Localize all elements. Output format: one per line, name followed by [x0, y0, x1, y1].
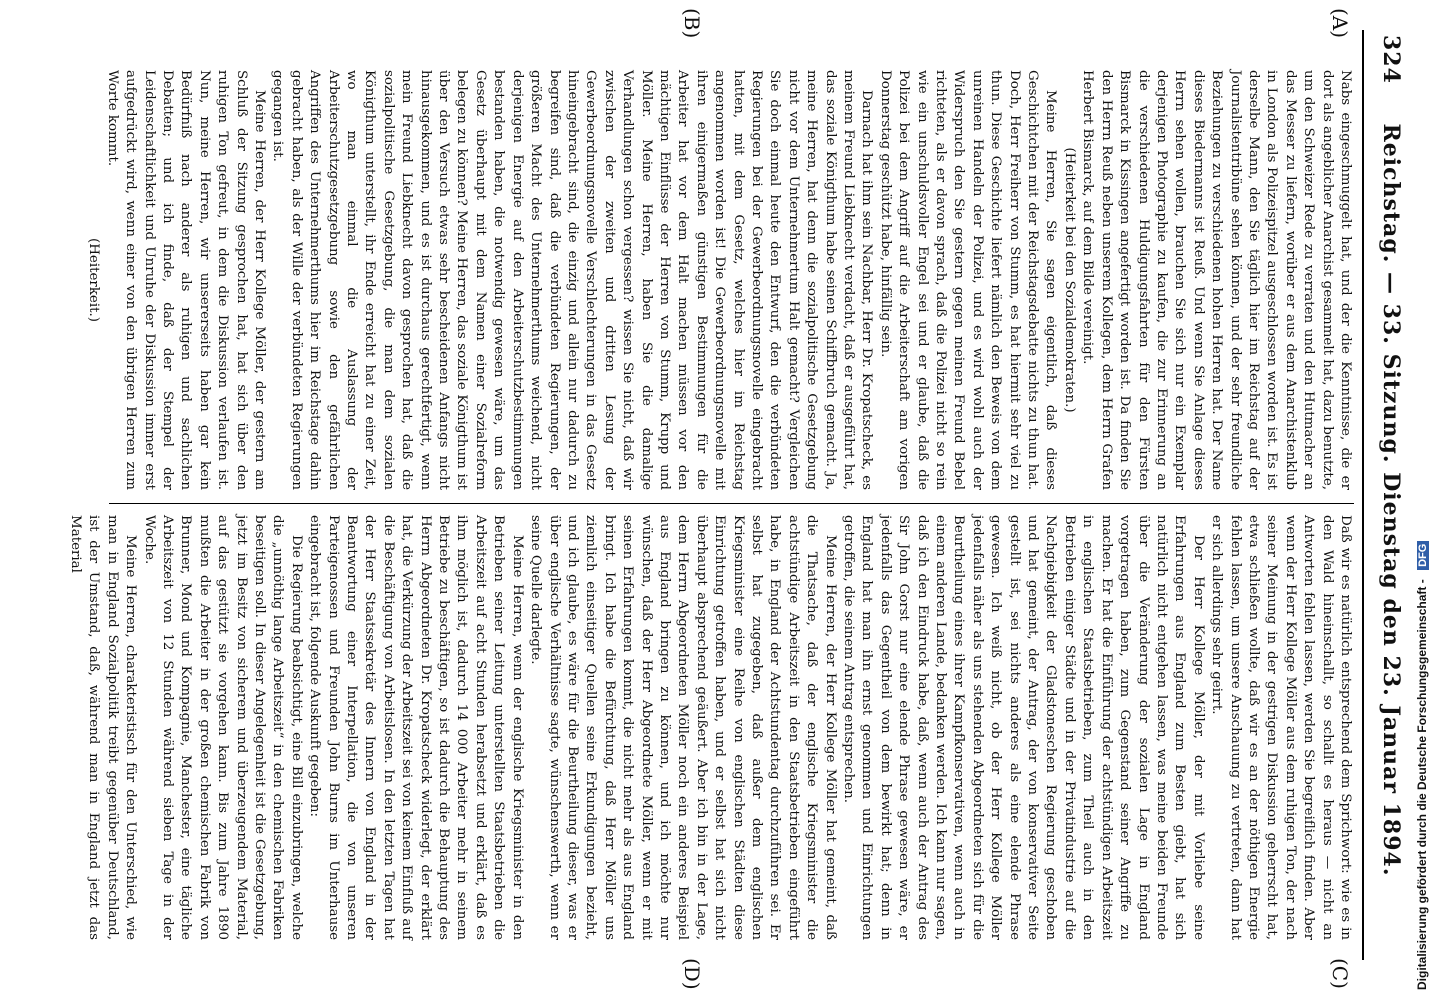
paragraph: Meine Herren, der Herr Kollege Möller hat gemeint, daß die Thatsache, daß der englische Kriegsminister die achtstündige Arbeitszeit in den Staatsbetrieben eingeführt habe, in England der Achtstundentag durchzuführen sei. Er selbst hat zugegeben, daß außer dem englischen Kriegsminister eine Reihe von englischen Städten diese Einrichtung getroffen haben, und er selbst hat sich nicht überhaupt absprechend geäußert. Aber ich bin in der Lage, dem Herrn Abgeordneten Möller noch ein anderes Beispiel aus England bringen zu können, und ich möchte nur wünschen, daß der Herr Abgeordnete Möller, wenn er mit seinen Erfahrungen kommt, die nicht mehr als aus England bringt. Ich habe die Befürchtung, daß Herr Möller uns ziemlich einseitiger Quellen seine Erkundigungen bezieht, und ich glaube, es wäre für die Beurtheilung dieser, was er über englische Verhältnisse sagte, wünschenswerth, wenn er seine Quelle darlegte.: [528, 515, 838, 940]
left-column: [86, 70, 1354, 490]
paragraph: Darnach hat ihm sein Nachbar, Herr Dr. Kropatscheck, es meinem Freund Liebknecht verdacht, daß er ausgeführt hat, das soziale Königthum habe seinen Schiffbruch gemacht. Ja, meine Herren, hat denn die sozialpolitische Gesetzgebung nicht vor dem Unternehmertum Halt gemacht? Vergleichen Sie doch einmal heute den Entwurf, den die verbündeten Regierungen bei der Gewerbeordnungsnovelle eingebracht hatten, mit dem Gesetz, welches hier im Reichstag angenommen worden ist! Die Gewerbeordnungsnovelle mit ihren einigermaßen günstigen Bestimmungen für die Arbeiter hat vor dem Halt machen müssen vor den mächtigen Einflüsse der Herren von Stumm, Krupp und Möller. Meine Herren, haben Sie die damalige Verhandlungen schon vergessen? wissen Sie nicht, daß wir zwischen der zweiten und dritten Lesung der Gewerbeordnungsnovelle Verschlechterungen in das Gesetz hineingebracht sind, die einzig und allein nur dadurch zu begreifen sind, daß die verbündeten Regierungen, der größeren Macht des Unternehmerthums weichend, nicht derjenigen Energie auf den Arbeiterschutzbestimmungen bestanden haben, die notwendig gewesen wäre, um das Gesetz überhaupt mit dem Namen einer Sozialreform belegen zu können? Meine Herren, das soziale Königthum ist über den Versuch etwas sehr bescheidenen Anfangs nicht hinausgekommen, und es ist durchaus gerechtfertigt, wenn mein Freund Liebknecht davon gesprochen hat, daß die sozialpolitische Gesetzgebung, die man dem sozialen Königthum unterstellt, ihr Ende erreicht hat zu einer Zeit, wo man einmal die Auslassung der Arbeiterschutzgesetzgebung sowie den gefährlichen Angriffen des Unternehmerthums hier im Reichstage dahin gebracht haben, als der Wille der verbündeten Regierungen gegangen ist.: [270, 70, 875, 490]
footer-text-wrap: [1415, 541, 1429, 990]
digitization-footer: [1412, 0, 1432, 1000]
paragraph: Meine Herren, Sie sagen eigentlich, daß dieses Geschichtchen mit der Reichstagsdebatte nichts zu thun hat. Doch, Herr Freiherr von Stumm, es hat hiermit sehr viel zu thun. Diese Geschichte liefert nämlich den Beweis von dem unreinen Handeln der Polizei, und es wird wohl auch der Widerspruch den Sie gestern gegen meinen Freund Bebel richteten, als er davon sprach, daß die Polizei nicht so rein wie ein unschuldsvoller Engel sei und er glaube, daß die Polizei bei dem Angriff auf die Arbeiterschaft am vorigen Donnerstag geschützt habe, hinfällig sein.: [877, 70, 1059, 490]
footer-text: Digitalisierung gefördert durch die Deutsche Forschungsgemeinschaft -: [1415, 579, 1429, 990]
paragraph: Nabs eingeschmuggelt hat, und der die Kenntnisse, die er dort als angeblicher Anarchist gesammelt hat, dazu benutzte, um den Schweizer Rede zu verraten und den Hutmacher an das Messer zu liefern, worüber er aus dem Anarchistenklub in London als Polizeispitzel ausgeschlossen worden ist. Es ist derselbe Mann, den Sie täglich hier im Reichstag auf der Journalistentribüne sehen können, und der sehr freundliche Beziehungen zu verschiedenen hohen Herren hat. Der Name dieses Biedermanns ist Reuß. Und wenn Sie Anlage dieses Herrn sehen wollen, brauchen Sie sich nur ein Exemplar derjenigen Photographie zu kaufen, die zur Erinnerung an die verschiedenen Huldigungsfahrten für den Fürsten Bismarck in Kissingen angefertigt worden ist. Da finden Sie den Herrn Reuß neben unserem Kollegen, dem Herrn Grafen Herbert Bismarck, auf dem Bilde vereinigt.: [1080, 70, 1353, 490]
right-column: [67, 515, 1354, 940]
margin-mark-a: (A): [1328, 8, 1352, 39]
margin-mark-d: (D): [680, 958, 704, 990]
page-title: Reichstag. — 33. Sitzung. Dienstag den 23. Januar 1894.: [1378, 123, 1404, 877]
column-divider: [109, 503, 1354, 504]
paragraph: Meine Herren, der Herr Kollege Möller, der gestern am Schluß der Sitzung gesprochen hat, hat sich über den ruhigen Ton gefreut, in dem die Diskussion verlaufen ist. Nun, meine Herren, wir unsererseits haben gar kein Bedürfniß nach anderer als ruhigen und sachlichen Debatten; und ich finde, daß der Stempel der Leidenschaftlichkeit und Unruhe der Diskussion immer erst aufgedrückt wird, wenn einer von den übrigen Herren zum Worte kommt.: [104, 70, 268, 490]
margin-mark-b: (B): [680, 8, 704, 39]
paragraph: Daß wir es natürlich entsprechend dem Sprichwort: wie es in den Wald hineinschallt, so schallt es heraus — nicht an Antworten fehlen lassen, werden Sie begreiflich finden. Aber wenn der Herr Kollege Möller aus dem ruhigen Ton, der nach seiner Meinung in der gestrigen Diskussion geherrscht hat, etwa schließen wollte, daß wir es an der nöthigen Energie fehlen lassen, um unsere Anschauung zu vertreten, dann hat er sich allerdings sehr geirrt.: [1209, 515, 1353, 940]
interjection: (Heiterkeit.): [86, 238, 102, 322]
margin-mark-c: (C): [1328, 958, 1352, 989]
paragraph: Der Herr Kollege Möller, der mit Vorliebe seine Erfahrungen aus England zum Besten giebt, hat sich natürlich nicht entgehen lassen, was meine beiden Freunde über die Veränderung der sozialen Lage in England vorgetragen haben, zum Gegenstand seiner Angriffe zu machen. Er hat die Einführung der achtstündigen Arbeitszeit in englischen Staatsbetrieben, zum Theil auch in den Betrieben einiger Städte und in der Privatindustrie auf die Nachgiebigkeit der Gladstoneschen Regierung geschoben und hat gemeint, der Antrag, der von konservativer Seite gestellt ist, sei nichts anderes als eine elende Phrase gewesen. Ich weiß nicht, ob der Herr Kollege Möller jedenfalls näher als uns stehenden Abgeordneten sich für die Beurtheilung eines ihrer Kampfkonservativen, wenn auch in einem anderen Lande, bedanken werden. Ich kann nur sagen, daß ich den Eindruck habe, daß, wenn auch der Antrag des Sir John Gorst nur eine elende Phrase gewesen wäre, er jedenfalls das Gegentheil von dem bewirkt hat; denn in England hat man ihn ernst genommen und Einrichtungen getroffen, die seinem Antrag entsprechen.: [841, 515, 1206, 940]
paragraph: Meine Herren, charakteristisch für den Unterschied, wie man in England Sozialpolitik treibt gegenüber Deutschland, ist der Umstand, daß, während man in England jetzt das Material: [67, 515, 139, 940]
paragraph: Die Regierung beabsichtigt, eine Bill einzubringen, welche die „unnöthig lange Arbeitszeit“ in den chemischen Fabriken beseitigen soll. In dieser Angelegenheit ist die Gesetzgebung, jetzt im Besitz von sicherem und überzeugendem Material, auf das gestützt sie vorgehen kann. Bis zum Jahre 1890 mußten die Arbeiter in der großen chemischen Fabrik von Brunner, Mond und Kompagnie, Manchester, eine tägliche Arbeitszeit von 12 Stunden während sieben Tage in der Woche.: [141, 515, 304, 940]
paragraph: Meine Herren, wenn der englische Kriegsminister in den Betrieben seiner Leitung unterstellten Staatsbetrieben die Arbeitszeit auf acht Stunden herabsetzt und erklärt, daß es ihm möglich ist, dadurch 14 000 Arbeiter mehr in seinem Betriebe zu beschäftigen, so ist dadurch die Behauptung des Herrn Abgeordneten Dr. Kropatscheck widerlegt, der erklärt hat, die Verkürzung der Arbeitszeit sei von keinem Einfluß auf die Beschäftigung von Arbeitslosen. In den letzten Tagen hat der Herr Staatssekretär des Innern von England in der Beantwortung einer Interpellation, die von unseren Parteigenossen und Freunden John Burns im Unterhause eingebracht ist, folgende Auskunft gegeben:: [307, 515, 525, 940]
interjection: (Heiterkeit bei den Sozialdemokraten.): [1061, 147, 1077, 413]
dfg-logo: DFG: [1417, 541, 1429, 570]
header-rule: [1362, 30, 1364, 960]
page-number: 324: [1378, 35, 1404, 84]
